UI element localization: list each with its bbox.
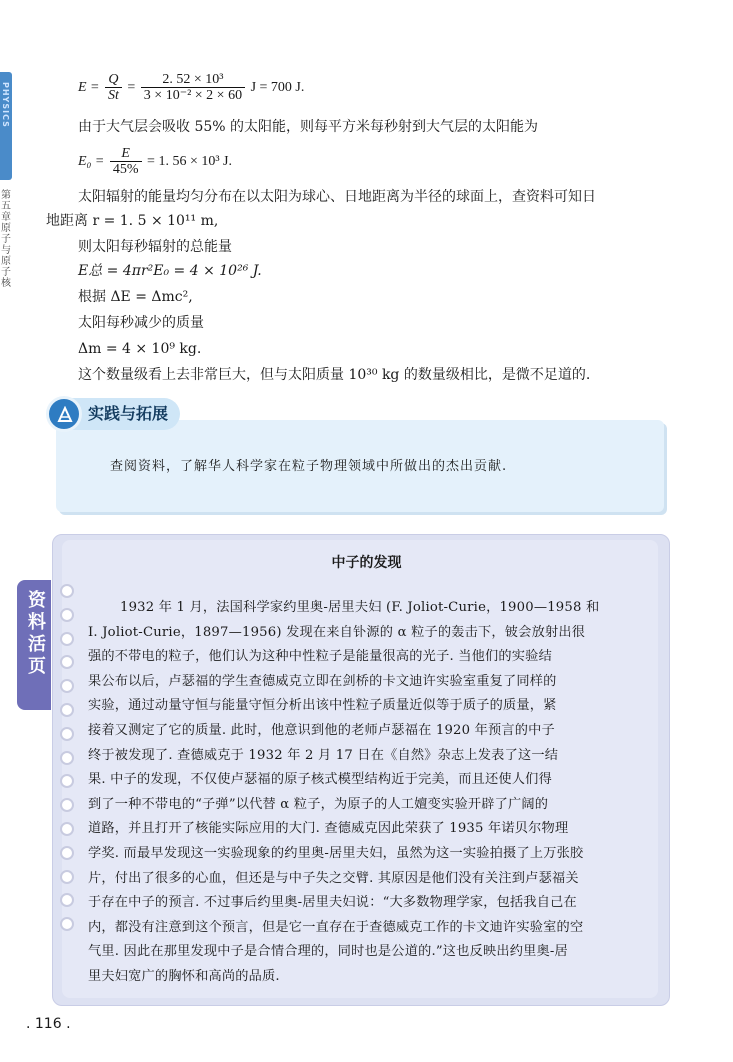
binder-ring: [60, 727, 74, 741]
eq1-fraction-2: [141, 72, 245, 104]
equation-3: E总 = 4πr²E₀ = 4 × 10²⁶ J.: [78, 263, 262, 279]
binder-ring: [60, 751, 74, 765]
material-line: 内，都没有注意到这个预言，但是它一直存在于查德威克工作的卡文迪许实验室的空: [88, 919, 584, 935]
practice-text: 查阅资料，了解华人科学家在粒子物理领域中所做出的杰出贡献.: [110, 459, 508, 474]
material-line: 气里. 因此在那里发现中子是合情合理的，同时也是公道的.”这也反映出约里奥-居: [88, 944, 568, 960]
paragraph-2a: 太阳辐射的能量均匀分布在以太阳为球心、日地距离为半径的球面上，查资料可知日: [78, 189, 596, 205]
material-line: 果公布以后，卢瑟福的学生查德威克立即在剑桥的卡文迪许实验室重复了同样的: [88, 673, 557, 689]
binder-ring: [60, 608, 74, 622]
material-line: 道路，并且打开了核能实际应用的大门. 查德威克因此荣获了 1935 年诺贝尔物理: [88, 821, 569, 837]
equation-4: 根据 ΔE = Δmc²,: [78, 289, 193, 305]
material-tab-label: 资料活页: [25, 590, 46, 678]
binder-ring: [60, 870, 74, 884]
material-line: 里夫妇宽广的胸怀和高尚的品质.: [88, 969, 280, 984]
eq1-lhs: E =: [78, 80, 100, 96]
material-line: 到了一种不带电的“子弹”以代替 α 粒子，为原子的人工嬗变实验开辟了广阔的: [88, 796, 549, 812]
eq2-lhs: E₀ =: [78, 154, 105, 170]
eq2-num: E: [121, 146, 130, 161]
paragraph-5: 这个数量级看上去非常巨大，但与太阳质量 10³⁰ kg 的数量级相比，是微不足道的.: [78, 367, 591, 383]
eq2-fraction: [110, 146, 142, 178]
subject-side-tab: [0, 72, 12, 180]
material-line: 实验，通过动量守恒与能量守恒分析出该中性粒子质量近似等于质子的质量，紧: [88, 698, 557, 714]
binder-ring: [60, 822, 74, 836]
subject-label: PHYSICS: [1, 82, 10, 128]
practice-label: 实践与拓展: [88, 404, 169, 423]
paragraph-1: 由于大气层会吸收 55% 的太阳能，则每平方米每秒射到大气层的太阳能为: [78, 119, 539, 135]
material-line: I. Joliot-Curie，1897—1956) 发现在来自钋源的 α 粒子的轰击下，铍会放射出很: [88, 624, 586, 640]
paragraph-3: 则太阳每秒辐射的总能量: [78, 239, 232, 255]
eq1-fraction-1: [105, 72, 122, 104]
page-number: . 116 .: [26, 1016, 71, 1032]
eq1-f1-den: St: [108, 88, 119, 103]
paragraph-4: 太阳每秒减少的质量: [78, 315, 204, 331]
eq1-f1-num: Q: [108, 72, 119, 87]
eq2-den: 45%: [112, 162, 139, 177]
material-side-tab: [17, 580, 51, 710]
eq1-f2-den: 3 × 10⁻² × 2 × 60: [143, 88, 243, 103]
binder-ring: [60, 632, 74, 646]
chapter-label: 第五章 原子与原子核: [1, 190, 11, 289]
material-title: 中子的发现: [331, 555, 402, 571]
paragraph-2b: 地距离 r = 1. 5 × 10¹¹ m,: [46, 213, 219, 229]
compass-ruler-icon: [46, 396, 82, 432]
material-line: 终于被发现了. 查德威克于 1932 年 2 月 17 日在《自然》杂志上发表了这一结: [88, 747, 559, 763]
material-line: 强的不带电的粒子，他们认为这种中性粒子是能量很高的光子. 当他们的实验结: [88, 649, 552, 665]
eq1-f2-num: 2. 52 × 10³: [141, 72, 245, 88]
binder-ring: [60, 584, 74, 598]
equation-2: [78, 146, 232, 178]
material-line: 于存在中子的预言. 不过事后约里奥-居里夫妇说：“大多数物理学家，包括我自己在: [88, 895, 577, 911]
equation-1: [78, 72, 304, 104]
eq2-rhs: = 1. 56 × 10³ J.: [147, 154, 232, 170]
binder-ring: [60, 846, 74, 860]
material-line: 1932 年 1 月，法国科学家约里奥-居里夫妇 (F. Joliot-Curie，1900—1958 和: [120, 600, 600, 615]
material-line: 学奖. 而最早发现这一实验现象的约里奥-居里夫妇，虽然为这一实验拍摄了上万张胶: [88, 846, 584, 861]
material-line: 片，付出了很多的心血，但还是与中子失之交臂. 其原因是他们没有关注到卢瑟福关: [88, 870, 579, 886]
equation-5: Δm = 4 × 10⁹ kg.: [78, 341, 202, 357]
eq1-equals: =: [127, 80, 136, 96]
eq1-rhs: J = 700 J.: [250, 80, 305, 96]
material-line: 接着又测定了它的质量. 此时，他意识到他的老师卢瑟福在 1920 年预言的中子: [88, 723, 555, 738]
binder-ring: [60, 703, 74, 717]
material-line: 果. 中子的发现，不仅使卢瑟福的原子核式模型结构近于完美，而且还使人们得: [88, 772, 552, 788]
